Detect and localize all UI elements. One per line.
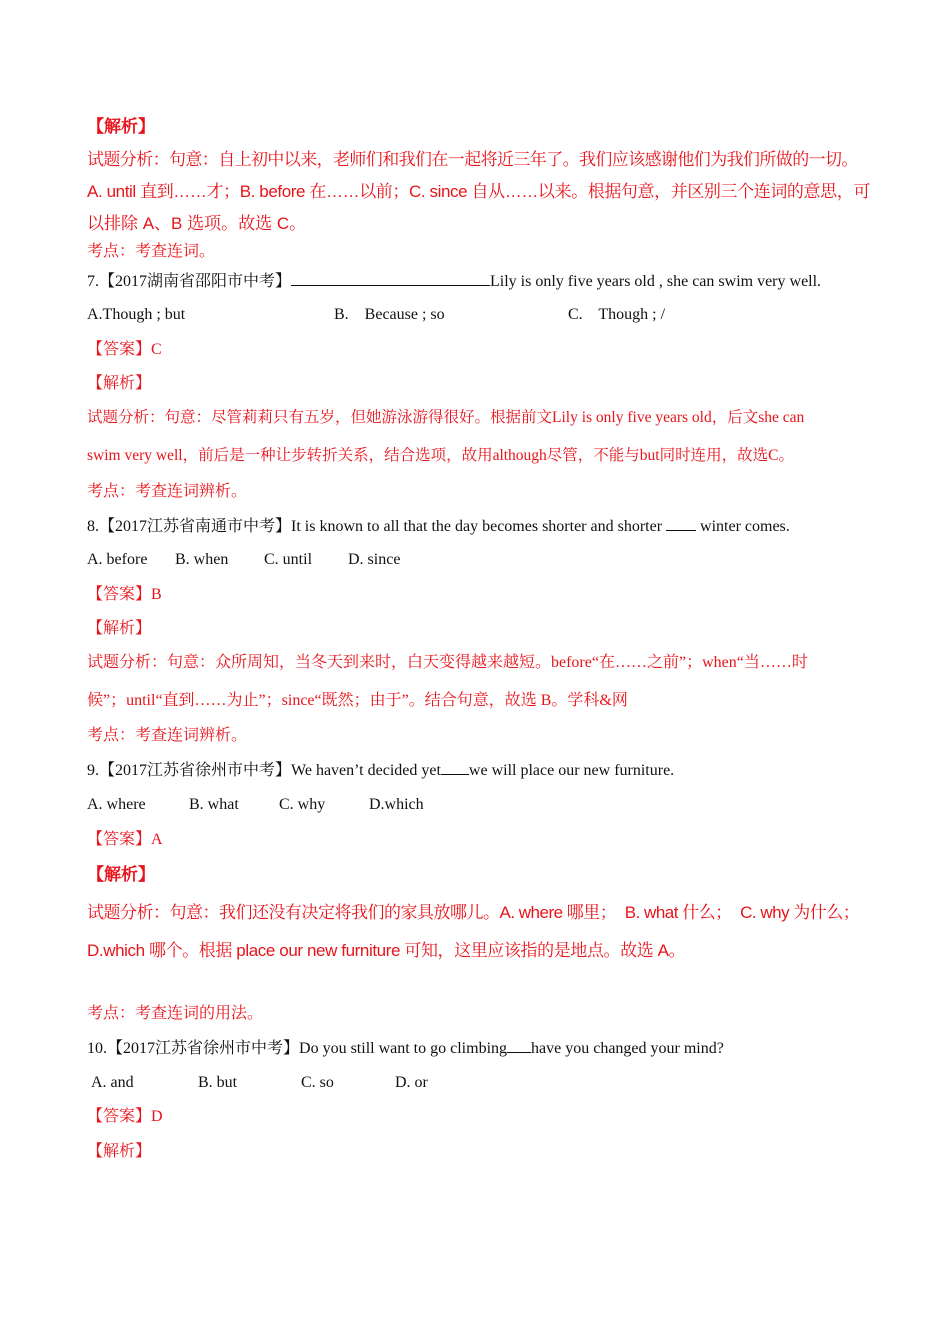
question-8 xyxy=(87,516,790,537)
option-b: B. Because ; so xyxy=(334,306,445,323)
kaodian-text: 考点：考查连词。 xyxy=(87,243,216,260)
question-prefix: 10.【2017江苏省徐州市中考】 xyxy=(87,1040,300,1057)
option-c: C. so xyxy=(301,1074,334,1091)
option-a: A. before xyxy=(87,551,148,568)
option-c: C. Though ; / xyxy=(568,306,666,323)
question-stem: have you changed your mind? xyxy=(531,1040,724,1057)
analysis-text: 试题分析：句意：自上初中以来，老师们和我们在一起将近三年了。我们应该感谢他们为我们所做的一切。 xyxy=(87,150,858,169)
analysis-heading: 【解析】 xyxy=(87,620,152,637)
answer-text: 【答案】A xyxy=(87,831,163,848)
analysis-text: swim very well，前后是一种让步转折关系，结合选项，故用although尽管，不能与but同时连用，故选C。 xyxy=(87,447,794,464)
kaodian-text: 考点：考查连词辨析。 xyxy=(87,727,248,744)
question-prefix: 9.【2017江苏省徐州市中考】 xyxy=(87,762,292,779)
question-stem: Do you still want to go climbing xyxy=(299,1040,508,1057)
question-stem: It is known to all that the day becomes shorter and shorter xyxy=(291,518,667,535)
analysis-text: D.which 哪个。根据 place our new furniture 可知，这里应该指的是地点。故选 A。 xyxy=(87,941,686,960)
option-c: C. until xyxy=(264,551,313,568)
option-a: A. and xyxy=(91,1074,134,1091)
question-stem: Lily is only five years old , she can swim very well. xyxy=(490,273,822,290)
kaodian-text: 考点：考查连词的用法。 xyxy=(87,1005,264,1022)
analysis-heading: 【解析】 xyxy=(87,117,155,136)
answer-blank xyxy=(291,271,490,286)
analysis-heading: 【解析】 xyxy=(87,1143,152,1160)
analysis-text: 试题分析：句意：尽管莉莉只有五岁，但她游泳游得很好。根据前文Lily is only five years old，后文she can xyxy=(87,409,805,426)
question-9 xyxy=(87,760,674,781)
analysis-text: 以排除 A、B 选项。故选 C。 xyxy=(87,214,307,233)
option-b: B. but xyxy=(198,1074,238,1091)
question-prefix: 8.【2017江苏省南通市中考】 xyxy=(87,518,292,535)
answer-blank xyxy=(666,516,696,531)
answer-text: 【答案】B xyxy=(87,586,162,603)
option-b: B. what xyxy=(189,796,239,813)
option-d: D. or xyxy=(395,1074,428,1091)
question-7 xyxy=(87,271,821,292)
kaodian-text: 考点：考查连词辨析。 xyxy=(87,483,248,500)
option-d: D. since xyxy=(348,551,401,568)
answer-text: 【答案】D xyxy=(87,1108,163,1125)
question-stem: we will place our new furniture. xyxy=(468,762,675,779)
question-prefix: 7.【2017湖南省邵阳市中考】 xyxy=(87,273,292,290)
question-10 xyxy=(87,1038,724,1059)
analysis-text: 候”；until“直到……为止”；since“既然；由于”。结合句意，故选 B。学科&网 xyxy=(87,692,628,709)
option-c: C. why xyxy=(279,796,326,813)
answer-text: 【答案】C xyxy=(87,341,162,358)
answer-blank xyxy=(507,1038,531,1053)
question-stem: We haven’t decided yet xyxy=(291,762,441,779)
analysis-text: 试题分析：句意：众所周知，当冬天到来时，白天变得越来越短。before“在……之前”；when“当……时 xyxy=(87,654,808,671)
question-stem: winter comes. xyxy=(696,518,790,535)
answer-blank xyxy=(441,760,469,775)
option-b: B. when xyxy=(175,551,229,568)
analysis-text: 试题分析：句意：我们还没有决定将我们的家具放哪儿。A. where 哪里； B. what 什么； C. why 为什么； xyxy=(87,903,860,922)
option-d: D.which xyxy=(369,796,424,813)
analysis-heading: 【解析】 xyxy=(87,375,152,392)
analysis-text: A. until 直到……才；B. before 在……以前；C. since 自从……以来。根据句意，并区别三个连词的意思，可 xyxy=(87,182,870,201)
analysis-heading: 【解析】 xyxy=(87,865,155,884)
option-a: A.Though ; but xyxy=(87,306,186,323)
option-a: A. where xyxy=(87,796,146,813)
